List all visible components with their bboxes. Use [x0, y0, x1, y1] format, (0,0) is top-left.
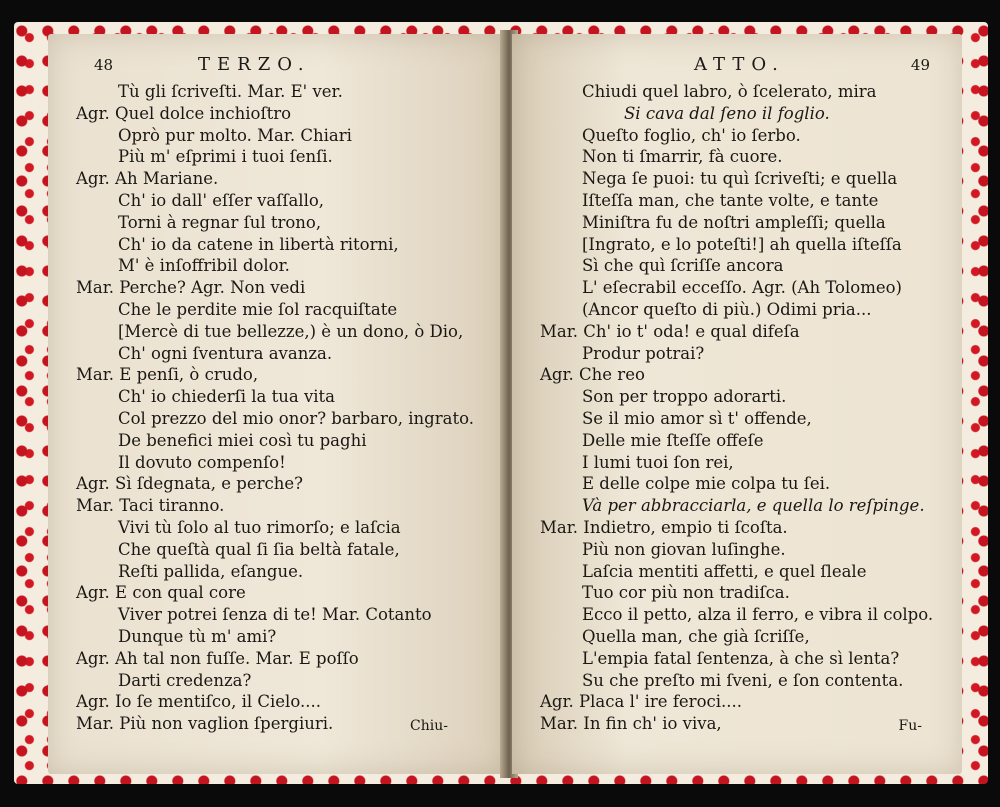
- running-head: ATTO.: [694, 54, 785, 75]
- text-line: Mar. Indietro, empio ti ſcoſta.: [540, 518, 788, 537]
- left-page: [48, 34, 506, 774]
- text-line: Agr. Quel dolce inchioſtro: [76, 103, 292, 123]
- text-line: Che le perdite mie ſol racquiſtate: [118, 300, 398, 319]
- text-line: Ch' io dall' eſſer vaſſallo,: [118, 191, 325, 210]
- text-line: Laſcia mentiti affetti, e quel ſleale: [582, 561, 867, 581]
- text-line: Produr potrai?: [582, 343, 705, 363]
- text-line: Agr. Placa l' ire feroci....: [540, 692, 743, 712]
- text-line: Agr. Ah tal non fuſſe. Mar. E poſſo: [76, 648, 359, 668]
- text-line: Mar. E penſi, ò crudo,: [76, 365, 259, 385]
- text-line: Iſteſſa man, che tante volte, e tante: [582, 191, 879, 210]
- text-line: Nega ſe puoi: tu quì ſcriveſti; e quella: [582, 169, 898, 189]
- text-line: [Mercè di tue bellezze,) è un dono, ò Dio,: [118, 321, 464, 341]
- text-line: Queſto foglio, ch' io ſerbo.: [582, 125, 801, 145]
- text-line: Reſti pallida, eſangue.: [118, 561, 304, 581]
- text-line: Sì che quì ſcriſſe ancora: [582, 256, 784, 276]
- catchword: Fu-: [898, 718, 922, 734]
- text-line: Quella man, che già ſcriſſe,: [582, 627, 810, 646]
- text-line: Oprò pur molto. Mar. Chiari: [118, 125, 352, 145]
- text-line: Agr. Che reo: [540, 365, 645, 385]
- text-line: Ch' ogni ſventura avanza.: [118, 343, 333, 363]
- text-line: M' è inſoffribil dolor.: [118, 256, 290, 276]
- text-line: Son per troppo adorarti.: [582, 387, 787, 407]
- text-line: Il dovuto compenſo!: [118, 452, 286, 472]
- text-line: Viver potrei ſenza di te! Mar. Cotanto: [118, 605, 432, 625]
- text-line: Miniſtra fu de noſtri ampleſſi; quella: [582, 212, 886, 232]
- running-head: TERZO.: [198, 54, 311, 75]
- text-line: Se il mio amor sì t' offende,: [582, 409, 812, 428]
- text-line: Agr. Ah Mariane.: [76, 169, 219, 189]
- text-line: L'empia fatal ſentenza, à che sì lenta?: [582, 648, 900, 668]
- text-line: Col prezzo del mio onor? barbaro, ingrato.: [118, 409, 474, 428]
- text-line: Non ti ſmarrir, fà cuore.: [582, 147, 783, 167]
- text-line: [Ingrato, e lo poteſti!] ah quella iſteſſa: [582, 234, 902, 254]
- text-line: Tù gli ſcriveſti. Mar. E' ver.: [118, 82, 343, 101]
- text-line: Agr. Io ſe mentiſco, il Cielo....: [76, 692, 321, 712]
- catchword: Chiu-: [410, 718, 448, 734]
- text-line: I lumi tuoi ſon rei,: [582, 452, 734, 472]
- text-line: Più m' eſprimi i tuoi ſenſi.: [118, 147, 333, 167]
- text-line: Mar. Più non vaglion ſpergiuri.: [76, 714, 334, 734]
- text-line: Mar. In fin ch' io viva,: [540, 714, 722, 734]
- text-line: Tuo cor più non tradiſca.: [582, 583, 790, 603]
- text-line: Dunque tù m' ami?: [118, 627, 277, 646]
- text-line: Mar. Taci tiranno.: [76, 496, 225, 516]
- text-line: Mar. Perche? Agr. Non vedi: [76, 278, 306, 298]
- text-line: Che queſtà qual ſi ſia beltà fatale,: [118, 539, 400, 559]
- text-line: (Ancor queſto di più.) Odimi pria...: [582, 300, 872, 319]
- text-line: Chiudi quel labro, ò ſcelerato, mira: [582, 82, 877, 101]
- text-line: Vivi tù ſolo al tuo rimorſo; e laſcia: [118, 518, 401, 537]
- text-line: Và per abbracciarla, e quella lo reſpinge.: [582, 496, 925, 516]
- right-page: [512, 34, 962, 774]
- text-line: Mar. Ch' io t' oda! e qual difeſa: [540, 321, 800, 341]
- text-line: Torni à regnar ſul trono,: [118, 212, 322, 232]
- text-line: Più non giovan luſinghe.: [582, 539, 786, 559]
- text-line: Darti credenza?: [118, 670, 252, 690]
- text-line: Agr. E con qual core: [76, 583, 246, 603]
- text-line: De benefici miei così tu paghi: [118, 430, 367, 450]
- text-line: Delle mie ſteſſe offeſe: [582, 430, 764, 450]
- page-number: 49: [910, 56, 930, 74]
- text-line: E delle colpe mie colpa tu ſei.: [582, 474, 831, 494]
- text-line: Ch' io chiederſi la tua vita: [118, 387, 336, 407]
- text-line: L' eſecrabil ecceſſo. Agr. (Ah Tolomeo): [582, 278, 902, 298]
- text-line: Agr. Sì ſdegnata, e perche?: [76, 474, 303, 494]
- page-number: 48: [94, 56, 114, 74]
- text-line: Ecco il petto, alza il ferro, e vibra il colpo.: [582, 605, 934, 625]
- text-line: Su che preſto mi ſveni, e ſon contenta.: [582, 670, 904, 690]
- text-line: Si cava dal ſeno il foglio.: [624, 103, 830, 123]
- text-line: Ch' io da catene in libertà ritorni,: [118, 234, 399, 254]
